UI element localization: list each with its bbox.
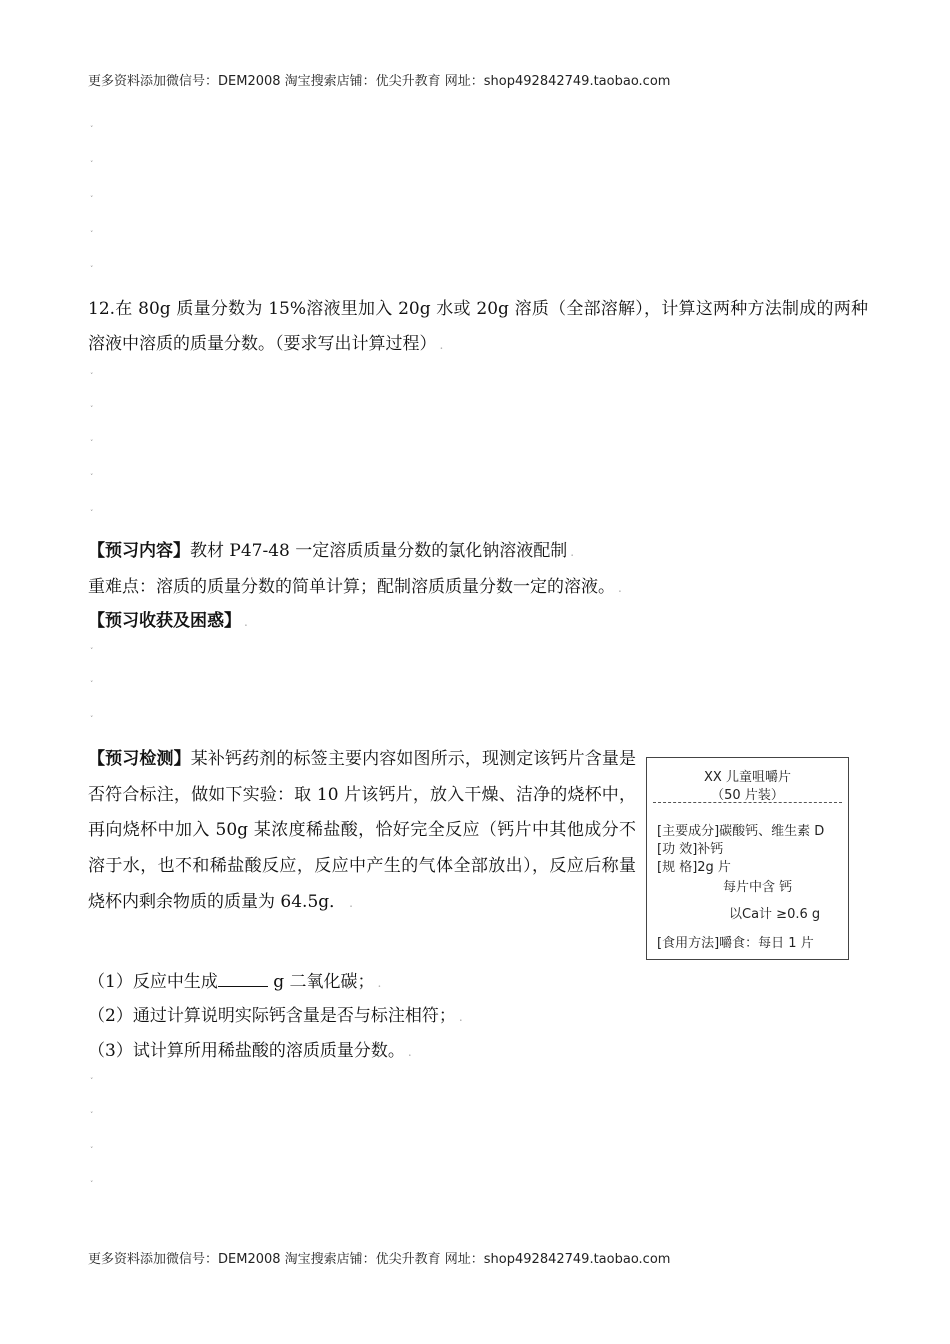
ingredients-value: 碳酸钙、维生素 D xyxy=(719,824,825,839)
preview-difficulty xyxy=(88,576,622,599)
end-mark: . xyxy=(458,1010,463,1024)
check-question xyxy=(88,742,636,922)
paragraph-mark: ˯ xyxy=(90,364,94,375)
drug-label-subtitle: （50 片装） xyxy=(711,788,784,803)
paragraph-mark: ˯ xyxy=(90,672,94,683)
paragraph-mark: ˯ xyxy=(90,1138,94,1149)
check-q3 xyxy=(88,1040,412,1063)
usage-key: [食用方法] xyxy=(657,936,720,951)
footer-text: 更多资料添加微信号：DEM2008 淘宝搜索店铺：优尖升教育 网址：shop492842749.taobao.com xyxy=(88,1252,671,1267)
preview-content-label: 【预习内容】 xyxy=(88,541,190,561)
spec-key: [规 格] xyxy=(657,860,698,875)
question-12-text: 12.在 80g 质量分数为 15%溶液里加入 20g 水或 20g 溶质（全部溶解），计算这两种方法制成的两种溶液中溶质的质量分数。（要求写出计算过程） xyxy=(88,299,868,354)
check-q1 xyxy=(88,970,381,994)
drug-label-ingredients xyxy=(657,820,824,839)
paragraph-mark: ˯ xyxy=(90,187,94,198)
paragraph-mark: ˯ xyxy=(90,257,94,268)
header-text: 更多资料添加微信号：DEM2008 淘宝搜索店铺：优尖升教育 网址：shop492842749.taobao.com xyxy=(88,74,671,89)
preview-difficulty-text: 重难点：溶质的质量分数的简单计算；配制溶质质量分数一定的溶液。 xyxy=(88,577,615,597)
check-q1-post: g 二氧化碳； xyxy=(267,972,375,992)
question-12 xyxy=(88,292,868,363)
drug-label-usage xyxy=(657,932,814,951)
preview-content xyxy=(88,540,574,563)
preview-content-text: 教材 P47-48 一定溶质质量分数的氯化钠溶液配制 xyxy=(190,541,568,561)
drug-label-per-tablet: 每片中含 钙 xyxy=(723,880,793,895)
paragraph-mark: ˯ xyxy=(90,152,94,163)
spec-value: 2g 片 xyxy=(697,860,731,875)
paragraph-mark: ˯ xyxy=(90,1069,94,1080)
paragraph-mark: ˯ xyxy=(90,431,94,442)
ingredients-key: [主要成分] xyxy=(657,824,720,839)
end-mark: . xyxy=(377,976,382,990)
paragraph-mark: ˯ xyxy=(90,397,94,408)
check-q2 xyxy=(88,1005,463,1028)
check-q2-text: （2）通过计算说明实际钙含量是否与标注相符； xyxy=(88,1006,456,1026)
paragraph-mark: ˯ xyxy=(90,1103,94,1114)
effect-value: 补钙 xyxy=(697,842,724,857)
drug-label-effect xyxy=(657,838,723,857)
drug-label-title: XX 儿童咀嚼片 xyxy=(704,770,791,785)
paragraph-mark: ˯ xyxy=(90,222,94,233)
end-mark: . xyxy=(618,581,622,595)
check-q1-pre: （1）反应中生成 xyxy=(88,972,218,992)
preview-gain xyxy=(88,610,248,633)
paragraph-mark: ˯ xyxy=(90,117,94,128)
end-mark: . xyxy=(349,895,353,910)
drug-label-ca-amount: 以Ca计 ≥0.6 g xyxy=(729,907,821,922)
preview-gain-label: 【预习收获及困惑】 xyxy=(88,611,241,631)
paragraph-mark: ˯ xyxy=(90,707,94,718)
check-q3-text: （3）试计算所用稀盐酸的溶质质量分数。 xyxy=(88,1041,405,1061)
drug-label-divider xyxy=(653,802,842,803)
drug-label xyxy=(646,757,849,960)
end-mark: . xyxy=(244,615,248,629)
check-label: 【预习检测】 xyxy=(88,749,191,769)
end-mark: . xyxy=(570,545,575,559)
paragraph-mark: ˯ xyxy=(90,501,94,512)
paragraph-mark: ˯ xyxy=(90,465,94,476)
check-text: 某补钙药剂的标签主要内容如图所示，现测定该钙片含量是否符合标注，做如下实验：取 10 片该钙片，放入干燥、洁净的烧杯中，再向烧杯中加入 50g 某浓度稀盐酸，恰好完全反应（钙片中其他成分不溶于水，也不和稀盐酸反应，反应中产生的气体全部放出），反应后称量烧杯内剩余物质的质量为 64.5g． xyxy=(88,749,637,912)
end-mark: . xyxy=(439,338,444,352)
paragraph-mark: ˯ xyxy=(90,1172,94,1183)
paragraph-mark: ˯ xyxy=(90,639,94,650)
drug-label-spec xyxy=(657,856,731,875)
usage-value: 嚼食：每日 1 片 xyxy=(719,936,814,951)
end-mark: . xyxy=(407,1045,412,1059)
effect-key: [功 效] xyxy=(657,842,698,857)
answer-blank[interactable] xyxy=(218,970,268,987)
